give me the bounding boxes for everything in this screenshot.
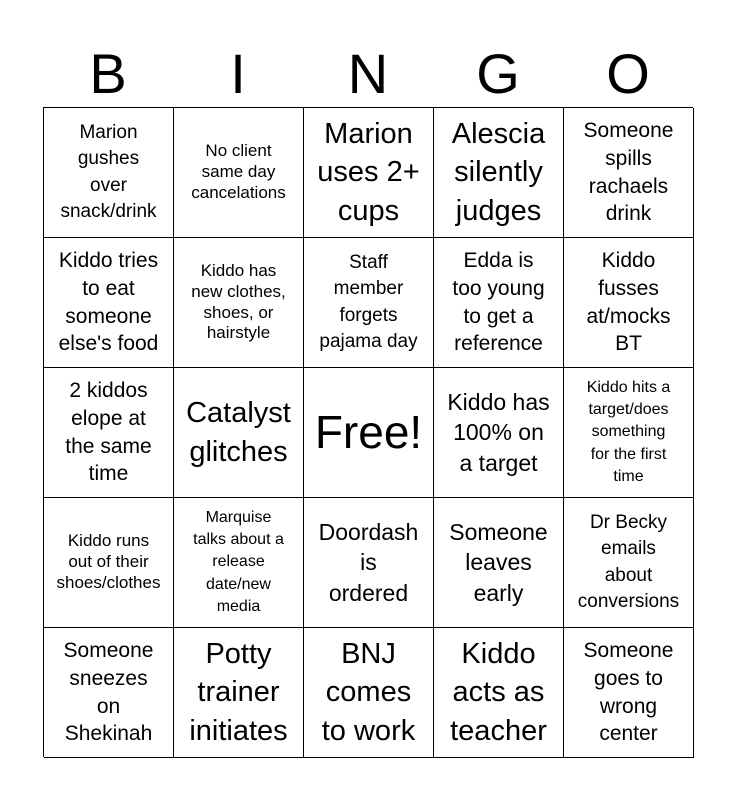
bingo-cell[interactable] — [304, 498, 434, 628]
bingo-cell[interactable] — [174, 238, 304, 368]
bingo-cell[interactable] — [434, 368, 564, 498]
bingo-cell[interactable] — [564, 498, 694, 628]
bingo-cell[interactable] — [174, 498, 304, 628]
cell-text: Someone goes to wrong center — [583, 639, 674, 746]
cell-text: 2 kiddos elope at the same time — [65, 379, 152, 486]
bingo-cell[interactable] — [174, 628, 304, 758]
bingo-cell[interactable] — [44, 628, 174, 758]
header-letter-b: B — [89, 42, 127, 105]
cell-text: Doordash is ordered — [318, 518, 419, 606]
cell-text: Kiddo hits a target/does something for the first time — [586, 378, 671, 486]
cell-text: Kiddo fusses at/mocks BT — [586, 249, 671, 356]
cell-text: Someone spills rachaels drink — [583, 119, 674, 226]
bingo-cell[interactable] — [434, 238, 564, 368]
cell-text: Kiddo runs out of their shoes/clothes — [56, 531, 161, 592]
header-letter-i: I — [230, 42, 246, 105]
cell-text: Alescia silently judges — [451, 117, 546, 227]
header-letter-o: O — [606, 42, 650, 105]
cell-text: Catalyst glitches — [186, 396, 291, 468]
bingo-cell[interactable] — [564, 628, 694, 758]
cell-text: Marion gushes over snack/drink — [60, 122, 157, 222]
bingo-grid — [43, 107, 693, 757]
cell-text: Someone sneezes on Shekinah — [63, 639, 154, 746]
free-space-cell[interactable] — [304, 368, 434, 498]
bingo-cell[interactable] — [434, 498, 564, 628]
bingo-cell[interactable] — [174, 368, 304, 498]
bingo-cell[interactable] — [174, 108, 304, 238]
cell-text: Potty trainer initiates — [189, 637, 288, 747]
header-letter-g: G — [476, 42, 520, 105]
cell-text: Staff member forgets pajama day — [319, 252, 418, 352]
cell-text: BNJ comes to work — [321, 637, 416, 747]
cell-text: Marquise talks about a release date/new media — [193, 508, 284, 616]
cell-text: No client same day cancelations — [191, 141, 286, 202]
cell-text: Kiddo tries to eat someone else's food — [58, 249, 159, 356]
bingo-header — [43, 40, 693, 108]
header-letter-n: N — [347, 42, 389, 105]
bingo-cell[interactable] — [304, 238, 434, 368]
cell-text: Marion uses 2+ cups — [317, 117, 420, 227]
bingo-cell[interactable] — [44, 498, 174, 628]
cell-text: Kiddo acts as teacher — [450, 637, 547, 747]
bingo-cell[interactable] — [44, 368, 174, 498]
bingo-cell[interactable] — [304, 108, 434, 238]
cell-text: Someone leaves early — [449, 518, 548, 606]
bingo-cell[interactable] — [434, 628, 564, 758]
cell-text: Kiddo has 100% on a target — [447, 388, 550, 476]
cell-text: Kiddo has new clothes, shoes, or hairstyle — [191, 261, 286, 343]
cell-text: Dr Becky emails about conversions — [577, 512, 680, 612]
bingo-cell[interactable] — [44, 108, 174, 238]
bingo-cell[interactable] — [564, 368, 694, 498]
bingo-cell[interactable] — [564, 108, 694, 238]
bingo-cell[interactable] — [564, 238, 694, 368]
cell-text: Edda is too young to get a reference — [452, 249, 545, 356]
free-space-text: Free! — [314, 406, 423, 459]
bingo-cell[interactable] — [44, 238, 174, 368]
bingo-cell[interactable] — [434, 108, 564, 238]
bingo-cell[interactable] — [304, 628, 434, 758]
